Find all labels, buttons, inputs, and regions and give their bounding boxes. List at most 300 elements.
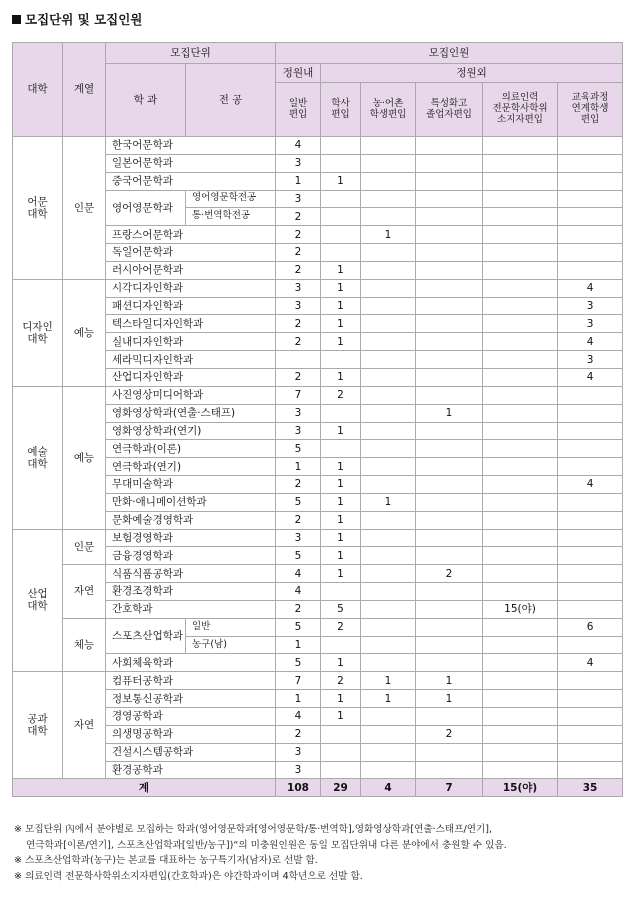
value-cell [483,226,558,244]
header-column: 의료인력 전문학사학위 소지자편입 [483,83,558,137]
value-cell [416,600,483,618]
value-cell [416,583,483,601]
value-cell [416,261,483,279]
field-cell: 예능 [63,386,106,529]
value-cell [558,386,623,404]
value-cell [558,440,623,458]
value-cell [361,636,416,654]
value-cell: 1 [321,297,361,315]
dept-cell: 무대미술학과 [106,476,276,494]
value-cell: 1 [276,172,321,190]
value-cell [483,190,558,208]
value-cell [483,654,558,672]
value-cell: 2 [416,565,483,583]
header-column: 특성화고 졸업자편입 [416,83,483,137]
value-cell [416,279,483,297]
major-cell: 농구(남) [186,636,276,654]
header-column: 일반 편입 [276,83,321,137]
value-cell [483,440,558,458]
value-cell [483,636,558,654]
value-cell: 1 [321,368,361,386]
value-cell [321,154,361,172]
value-cell: 1 [416,404,483,422]
value-cell [361,404,416,422]
table-row [13,529,623,547]
value-cell: 15(야) [483,600,558,618]
value-cell [361,261,416,279]
value-cell: 1 [321,547,361,565]
value-cell: 5 [321,600,361,618]
value-cell [361,279,416,297]
value-cell: 4 [276,137,321,155]
value-cell [483,368,558,386]
value-cell [416,297,483,315]
dept-cell: 연극학과(이론) [106,440,276,458]
value-cell [558,690,623,708]
dept-cell: 독일어문학과 [106,244,276,262]
value-cell [361,725,416,743]
value-cell: 2 [276,315,321,333]
value-cell [361,333,416,351]
dept-cell: 건설시스템공학과 [106,743,276,761]
value-cell [558,458,623,476]
value-cell: 2 [276,476,321,494]
note-line: ※ 의료인력 전문학사학위소지자편입(간호학과)은 야간학과이며 4학년으로 선발 함. [14,870,363,882]
value-cell: 3 [276,279,321,297]
value-cell [483,583,558,601]
value-cell [416,547,483,565]
value-cell: 1 [321,708,361,726]
college-cell: 예술 대학 [13,386,63,529]
value-cell: 4 [558,333,623,351]
total-value: 15(야) [483,779,558,797]
value-cell: 2 [321,618,361,636]
total-label: 계 [13,779,276,797]
value-cell [558,172,623,190]
value-cell [483,761,558,779]
value-cell [558,565,623,583]
value-cell [483,137,558,155]
dept-cell: 텍스타일디자인학과 [106,315,276,333]
value-cell: 4 [276,708,321,726]
value-cell [558,261,623,279]
value-cell [558,190,623,208]
header-inner: 정원내 [276,64,321,83]
value-cell [558,672,623,690]
header-column: 학사 편입 [321,83,361,137]
value-cell: 1 [276,690,321,708]
value-cell: 2 [276,244,321,262]
college-cell: 공과 대학 [13,672,63,779]
dept-cell: 패션디자인학과 [106,297,276,315]
value-cell [361,154,416,172]
value-cell [483,386,558,404]
table-row [13,386,623,404]
value-cell [483,208,558,226]
value-cell: 1 [321,172,361,190]
value-cell [558,725,623,743]
dept-cell: 러시아어문학과 [106,261,276,279]
value-cell [416,190,483,208]
quota-table [12,42,623,797]
total-value: 35 [558,779,623,797]
value-cell: 1 [416,690,483,708]
value-cell [361,708,416,726]
value-cell [361,511,416,529]
value-cell: 1 [321,261,361,279]
value-cell [483,422,558,440]
header-univ: 대학 [13,43,63,137]
value-cell [483,333,558,351]
value-cell [361,315,416,333]
value-cell: 2 [276,261,321,279]
field-cell: 자연 [63,565,106,619]
value-cell: 1 [276,636,321,654]
value-cell [483,743,558,761]
value-cell: 1 [416,672,483,690]
value-cell [483,351,558,369]
dept-cell: 만화·애니메이션학과 [106,493,276,511]
value-cell: 3 [276,190,321,208]
value-cell [416,511,483,529]
value-cell [416,636,483,654]
value-cell: 1 [361,226,416,244]
value-cell [483,172,558,190]
value-cell [483,547,558,565]
value-cell: 5 [276,654,321,672]
value-cell: 4 [276,565,321,583]
value-cell [483,404,558,422]
value-cell [321,190,361,208]
header-column: 농·어촌 학생편입 [361,83,416,137]
dept-cell: 금융경영학과 [106,547,276,565]
header-quota: 모집인원 [276,43,623,64]
table-row [13,279,623,297]
value-cell: 1 [361,672,416,690]
value-cell: 2 [321,386,361,404]
value-cell: 7 [276,386,321,404]
value-cell: 6 [558,618,623,636]
dept-cell: 경영공학과 [106,708,276,726]
value-cell [321,404,361,422]
value-cell [558,226,623,244]
value-cell [276,351,321,369]
value-cell [558,244,623,262]
dept-cell: 한국어문학과 [106,137,276,155]
value-cell [361,297,416,315]
dept-cell: 프랑스어문학과 [106,226,276,244]
value-cell: 1 [361,690,416,708]
college-cell: 디자인 대학 [13,279,63,386]
value-cell: 3 [276,297,321,315]
value-cell [558,137,623,155]
value-cell: 2 [276,333,321,351]
value-cell: 1 [321,422,361,440]
value-cell: 1 [321,511,361,529]
major-cell: 영어영문학전공 [186,190,276,208]
value-cell [361,547,416,565]
value-cell: 1 [321,529,361,547]
dept-cell: 정보통신공학과 [106,690,276,708]
section-title [12,10,142,28]
value-cell: 5 [276,618,321,636]
value-cell: 2 [416,725,483,743]
value-cell [416,368,483,386]
table-row [13,618,623,636]
header-outer: 정원외 [321,64,623,83]
value-cell [558,529,623,547]
value-cell [321,208,361,226]
value-cell: 3 [276,761,321,779]
dept-cell: 산업디자인학과 [106,368,276,386]
value-cell [483,458,558,476]
value-cell: 3 [276,422,321,440]
total-value: 4 [361,779,416,797]
field-cell: 인문 [63,137,106,280]
value-cell [483,244,558,262]
section-title-text: 모집단위 및 모집인원 [25,12,143,27]
value-cell [361,368,416,386]
major-cell: 일반 [186,618,276,636]
value-cell [416,476,483,494]
header-dept: 학 과 [106,64,186,137]
value-cell [416,333,483,351]
value-cell: 1 [321,654,361,672]
dept-cell: 간호학과 [106,600,276,618]
value-cell: 1 [321,279,361,297]
value-cell [416,743,483,761]
dept-cell: 연극학과(연기) [106,458,276,476]
value-cell: 2 [276,511,321,529]
total-row [13,779,623,797]
square-bullet-icon [12,15,21,24]
dept-cell: 실내디자인학과 [106,333,276,351]
value-cell [483,565,558,583]
value-cell: 5 [276,493,321,511]
value-cell: 1 [321,493,361,511]
value-cell [416,351,483,369]
value-cell [361,529,416,547]
value-cell [321,743,361,761]
total-value: 7 [416,779,483,797]
table-row [13,565,623,583]
value-cell [361,743,416,761]
value-cell: 4 [558,476,623,494]
value-cell [321,137,361,155]
value-cell [321,725,361,743]
value-cell: 3 [276,154,321,172]
dept-cell: 중국어문학과 [106,172,276,190]
dept-cell: 문화예술경영학과 [106,511,276,529]
value-cell: 2 [276,725,321,743]
dept-cell: 식품식품공학과 [106,565,276,583]
value-cell: 2 [276,368,321,386]
value-cell: 4 [558,279,623,297]
value-cell [416,315,483,333]
dept-cell: 보험경영학과 [106,529,276,547]
field-cell: 체능 [63,618,106,672]
value-cell: 1 [321,315,361,333]
note-line: ※ 스포츠산업학과(농구)는 본교를 대표하는 농구특기자(남자)로 선발 함. [14,855,318,866]
value-cell [558,422,623,440]
value-cell: 3 [276,529,321,547]
value-cell: 5 [276,440,321,458]
table-row [13,137,623,155]
dept-cell: 사진영상미디어학과 [106,386,276,404]
total-value: 108 [276,779,321,797]
value-cell [558,708,623,726]
value-cell [558,547,623,565]
field-cell: 인문 [63,529,106,565]
value-cell [483,279,558,297]
value-cell [361,565,416,583]
dept-cell: 영화영상학과(연출·스태프) [106,404,276,422]
value-cell [558,208,623,226]
value-cell: 4 [276,583,321,601]
value-cell [558,743,623,761]
note-line: ※ 모집단위 內에서 분야별로 모집하는 학과(영어영문학과[영어영문학/통·번역학],영화영상학과[연출·스태프/연기], [14,824,493,835]
value-cell [416,654,483,672]
value-cell [361,583,416,601]
value-cell [558,404,623,422]
value-cell: 1 [321,333,361,351]
dept-cell: 영어영문학과 [106,190,186,226]
value-cell [361,440,416,458]
value-cell [321,244,361,262]
value-cell: 2 [276,208,321,226]
value-cell [416,422,483,440]
value-cell [361,137,416,155]
value-cell [416,137,483,155]
dept-cell: 사회체육학과 [106,654,276,672]
value-cell [361,654,416,672]
value-cell [558,511,623,529]
value-cell: 2 [276,226,321,244]
value-cell [321,583,361,601]
dept-cell: 환경공학과 [106,761,276,779]
value-cell [361,386,416,404]
value-cell: 3 [276,743,321,761]
value-cell [483,708,558,726]
value-cell [558,154,623,172]
major-cell: 통·번역학전공 [186,208,276,226]
value-cell: 2 [276,600,321,618]
value-cell [361,422,416,440]
value-cell: 1 [276,458,321,476]
value-cell: 4 [558,654,623,672]
header-major: 전 공 [186,64,276,137]
value-cell [416,761,483,779]
value-cell: 1 [321,458,361,476]
header-column: 교육과정 연계학생 편입 [558,83,623,137]
value-cell: 1 [321,476,361,494]
value-cell [361,600,416,618]
value-cell [321,636,361,654]
value-cell [361,208,416,226]
value-cell: 3 [558,297,623,315]
value-cell [416,226,483,244]
value-cell [483,493,558,511]
dept-cell: 컴퓨터공학과 [106,672,276,690]
value-cell: 2 [321,672,361,690]
value-cell: 5 [276,547,321,565]
value-cell [361,761,416,779]
value-cell [483,315,558,333]
value-cell [416,386,483,404]
value-cell [361,190,416,208]
table-row [13,672,623,690]
field-cell: 자연 [63,672,106,779]
value-cell [483,261,558,279]
college-cell: 어문 대학 [13,137,63,280]
value-cell [416,172,483,190]
value-cell [321,440,361,458]
value-cell [483,476,558,494]
value-cell [483,725,558,743]
dept-cell: 환경조경학과 [106,583,276,601]
dept-cell: 시각디자인학과 [106,279,276,297]
value-cell [416,458,483,476]
note-line: 연극학과[이론/연기], 스포츠산업학과[일반/농구])“의 미충원인원은 동일 모집단위내 다른 분야에서 충원할 수 있음. [26,839,507,851]
value-cell [558,493,623,511]
value-cell [416,244,483,262]
value-cell [483,511,558,529]
value-cell [361,476,416,494]
value-cell [321,761,361,779]
value-cell [558,583,623,601]
dept-cell: 의생명공학과 [106,725,276,743]
value-cell: 1 [321,565,361,583]
value-cell [558,600,623,618]
value-cell [558,761,623,779]
value-cell [416,529,483,547]
value-cell: 3 [276,404,321,422]
value-cell [416,618,483,636]
value-cell [416,708,483,726]
value-cell [321,226,361,244]
notes [14,822,624,884]
value-cell [483,618,558,636]
value-cell [483,690,558,708]
dept-cell: 영화영상학과(연기) [106,422,276,440]
value-cell [483,529,558,547]
header-field: 계열 [63,43,106,137]
value-cell [483,154,558,172]
value-cell: 7 [276,672,321,690]
dept-cell: 일본어문학과 [106,154,276,172]
college-cell: 산업 대학 [13,529,63,672]
value-cell: 1 [361,493,416,511]
value-cell [416,154,483,172]
value-cell [361,458,416,476]
value-cell [361,351,416,369]
dept-cell: 스포츠산업학과 [106,618,186,654]
value-cell [416,493,483,511]
dept-cell: 세라믹디자인학과 [106,351,276,369]
value-cell [483,672,558,690]
value-cell [361,618,416,636]
value-cell [361,244,416,262]
value-cell: 4 [558,368,623,386]
value-cell [361,172,416,190]
value-cell [416,440,483,458]
value-cell [416,208,483,226]
total-value: 29 [321,779,361,797]
value-cell: 3 [558,351,623,369]
value-cell: 3 [558,315,623,333]
value-cell [321,351,361,369]
value-cell: 1 [321,690,361,708]
